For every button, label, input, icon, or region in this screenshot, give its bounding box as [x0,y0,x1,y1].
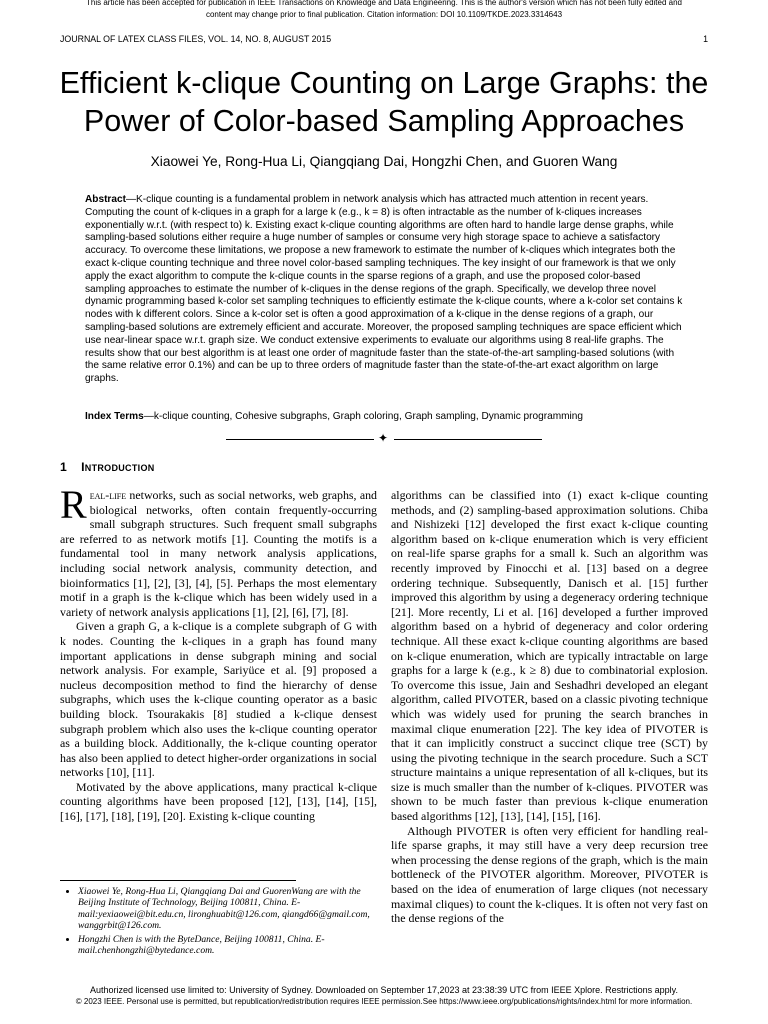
diamond-icon: ✦ [378,431,389,445]
copyright-notice: © 2023 IEEE. Personal use is permitted, but republication/redistribution requires IEEE permission.See https://www.ieee.org/publications/rights/index.html for more information. [75,997,693,1006]
intro-paragraph-4: algorithms can be classified into (1) exact k-clique counting methods, and (2) sampling-based approximation solutions. Chiba and Nishizeki [12] developed the first exact k-clique counting algorithm based on k-clique enumeration which is very efficient on real-life sparse graphs for a small k. Such an algorithm was recently improved by Finocchi et al. [13] based on a degree ordering technique. Subsequently, Danisch et al. [15] further improved this algorithm by using a degeneracy ordering technique [21]. More recently, Li et al. [16] developed a further improved algorithm based on a hybrid of degeneracy and color ordering technique. All these exact k-clique counting algorithms are based on k-clique enumeration, which are typically intractable on large graphs for a large k (e.g., k ≥ 8) due to combinatorial explosion. To overcome this issue, Jain and Seshadhri developed an elegant algorithm, called PIVOTER, based on a classic pivoting technique which was widely used for pruning the search branches in maximal clique enumeration [22]. The key idea of PIVOTER is that it can implicitly construct a succinct clique tree (SCT) by using the pivoting technique in the search procedure. Such a SCT structure maintains a unique representation of all k-cliques, but its size is much smaller than the number of k-cliques. PIVOTER was shown to be much faster than previous k-clique enumeration based algorithms [12], [13], [14], [15], [16]. [391,488,708,824]
intro-right-column [391,488,708,926]
drop-cap: R [60,482,87,527]
index-terms-text: —k-clique counting, Cohesive subgraphs, Graph coloring, Graph sampling, Dynamic programming [143,411,584,422]
publication-notice-line2: content may change prior to final publication. Citation information: DOI 10.1109/TKDE.2023.3314643 [205,10,563,19]
running-head [60,34,708,44]
footnote-item: • Xiaowei Ye, Rong-Hua Li, Qiangqiang Dai and GuorenWang are with the Beijing Institute of Technology, Beijing 100811, China. E-mail:yexiaowei@bit.edu.cn, lironghuabit@126.com, qiangd66@gmail.com, wanggrbit@126.com. [78,886,377,932]
intro-left-column [60,482,377,824]
separator-line-right [394,439,542,440]
page-number: 1 [703,34,708,44]
author-list: Xiaowei Ye, Rong-Hua Li, Qiangqiang Dai, Hongzhi Chen, and Guoren Wang [150,154,618,169]
section-separator [226,433,542,445]
publication-notice [0,0,768,21]
paper-title-line2: Power of Color-based Sampling Approaches [83,104,685,138]
footnote-item: • Hongzhi Chen is with the ByteDance, Beijing 100811, China. E-mail.chenhongzhi@bytedance.com. [78,934,377,957]
intro-paragraph-1 [60,482,377,619]
paper-title [30,64,738,140]
journal-name: JOURNAL OF LATEX CLASS FILES, VOL. 14, NO. 8, AUGUST 2015 [60,34,332,44]
publication-notice-line1: This article has been accepted for publication in IEEE Transactions on Knowledge and Data Engineering. This is the author's version which has not been fully edited and [86,0,682,7]
license-notice: Authorized licensed use limited to: University of Sydney. Downloaded on September 17,2023 at 23:38:39 UTC from IEEE Xplore. Restrictions apply. [90,985,678,995]
drop-cap-continuation: eal-life [89,488,127,502]
intro-paragraph-2: Given a graph G, a k-clique is a complete subgraph of G with k nodes. Counting the k-cliques in a graph has found many important applications in dense subgraph mining and social network analysis. For example, Sariyüce et al. [9] proposed a nucleus decomposition method to find the hierarchy of dense subgraphs, which uses the k-clique counting operator as a basic building block. Tsourakakis [8] studied a k-clique densest subgraph problem which also uses the k-clique counting operator as a building block. Additionally, the k-clique counting operator has also been applied to detect higher-order organizations in social networks [10], [11]. [60,619,377,780]
section-heading [60,460,155,474]
abstract-text: —K-clique counting is a fundamental problem in network analysis which has attracted much attention in recent years. Computing the count of k-cliques in a graph for a large k (e.g., k = 8) is often intractable as the number of k-cliques increases exponentially w.r.t. (with respect to) k. Existing exact k-clique counting algorithms are often hard to handle large dense graphs, while sampling-based solutions either require a huge number of samples or consume very high storage space to achieve a satisfactory accuracy. To overcome these limitations, we propose a new framework to estimate the number of k-cliques which integrates both the exact k-clique counting technique and three novel color-based sampling techniques. The key insight of our framework is that we only apply the exact algorithm to compute the k-clique counts in the sparse regions of a graph, and use the proposed color-based sampling approaches to estimate the number of k-cliques in the dense regions of the graph. Specifically, we develop three novel dynamic programming based k-color set sampling techniques to efficiently estimate the k-clique counts, where a k-color set contains k nodes with k different colors. Since a k-color set is often a good approximation of a k-clique in the dense regions of a graph, our sampling-based solutions are extremely efficient and accurate. Moreover, the proposed sampling techniques are space efficient which use near-linear space w.r.t. graph size. We conduct extensive experiments to evaluate our algorithms using 8 real-life graphs. The results show that our best algorithm is at least one order of magnitude faster than the state-of-the-art sampling-based solutions (with the same relative error 0.1%) and can be up to three orders of magnitude faster than the state-of-the-art exact algorithm on large graphs. [85,194,683,385]
section-title: Introduction [81,460,155,474]
separator-line-left [226,439,374,440]
paper-title-line1: Efficient k-clique Counting on Large Graphs: the [59,66,709,100]
index-terms [85,411,683,422]
footnote-rule [60,880,296,881]
section-number: 1 [60,460,68,474]
intro-paragraph-5: Although PIVOTER is often very efficient for handling real-life sparse graphs, it may still have a very deep recursion tree when processing the dense regions of the graph, which is the main bottleneck of the PIVOTER algorithm. Moreover, PIVOTER is based on the idea of enumeration of large cliques (not necessary maximal cliques) to count the k-cliques. It is often not very fast on the dense regions of the [391,823,708,926]
abstract-label: Abstract [85,194,126,205]
intro-paragraph-1-text: networks, such as social networks, web graphs, and biological networks, often contain frequently-occurring small subgraph structures. Such frequent small subgraphs are referred to as network motifs [1]. Counting the motifs is a fundamental tool in many network analysis applications, including social network analysis, community detection, and bioinformatics [1], [2], [3], [4], [5]. Perhaps the most elementary motif in a graph is the k-clique which has been widely used in a variety of network analysis applications [1], [2], [6], [7], [8]. [60,488,377,619]
abstract [85,194,683,386]
index-terms-label: Index Terms [85,411,144,422]
author-footnotes [60,886,377,958]
intro-paragraph-3: Motivated by the above applications, many practical k-clique counting algorithms have been proposed [12], [13], [14], [15], [16], [17], [18], [19], [20]. Existing k-clique counting [60,779,377,824]
